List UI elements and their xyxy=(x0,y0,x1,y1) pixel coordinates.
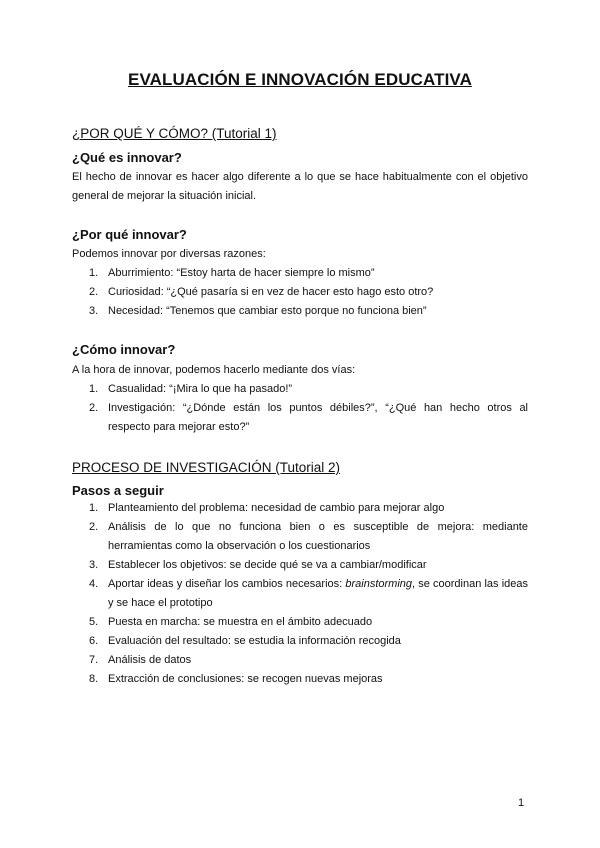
list-number: 5. xyxy=(89,616,99,628)
list-item xyxy=(72,302,528,321)
list-item-text: Necesidad: “Tenemos que cambiar esto porque no funciona bien” xyxy=(108,305,427,317)
list-item xyxy=(72,283,528,302)
list-item-text: Casualidad: “¡Mira lo que ha pasado!” xyxy=(108,383,293,395)
list-item-text: Aburrimiento: “Estoy harta de hacer siempre lo mismo” xyxy=(108,267,375,279)
section-heading-tutorial-1: ¿POR QUÉ Y CÓMO? (Tutorial 1) xyxy=(72,126,277,141)
list-item xyxy=(72,264,528,283)
list-item xyxy=(72,399,528,437)
list-number: 8. xyxy=(89,673,99,685)
document-title: EVALUACIÓN E INNOVACIÓN EDUCATIVA xyxy=(128,70,472,89)
reasons-list xyxy=(72,264,528,321)
paragraph-reasons-intro: Podemos innovar por diversas razones: xyxy=(72,248,266,260)
list-number: 7. xyxy=(89,654,99,666)
list-item xyxy=(72,613,528,632)
list-item-text: Puesta en marcha: se muestra en el ámbito adecuado xyxy=(108,616,373,628)
paragraph-ways-intro: A la hora de innovar, podemos hacerlo mediante dos vías: xyxy=(72,364,356,376)
list-number: 2. xyxy=(89,286,99,298)
list-item-text: Evaluación del resultado: se estudia la información recogida xyxy=(108,635,401,647)
paragraph-definition: El hecho de innovar es hacer algo diferente a lo que se hace habitualmente con el objetivo general de mejorar la situación inicial. xyxy=(72,171,528,202)
list-item-text-post: , se coordinan las ideas y se hace el prototipo xyxy=(108,578,528,609)
list-item-text: Análisis de lo que no funciona bien o es susceptible de mejora: mediante herramientas como la observación o los cuestionarios xyxy=(108,521,528,552)
list-item-text: Extracción de conclusiones: se recogen nuevas mejoras xyxy=(108,673,383,685)
list-number: 4. xyxy=(89,578,99,590)
page-number: 1 xyxy=(518,797,525,809)
steps-list xyxy=(72,499,528,689)
question-heading-como: ¿Cómo innovar? xyxy=(72,342,176,357)
list-number: 1. xyxy=(89,502,99,514)
list-number: 3. xyxy=(89,305,99,317)
list-number: 1. xyxy=(89,267,99,279)
list-number: 1. xyxy=(89,383,99,395)
list-item xyxy=(72,651,528,670)
list-item-text: Investigación: “¿Dónde están los puntos débiles?”, “¿Qué han hecho otros al respecto para mejorar esto?” xyxy=(108,402,528,433)
list-item-text: Planteamiento del problema: necesidad de cambio para mejorar algo xyxy=(108,502,445,514)
list-number: 6. xyxy=(89,635,99,647)
list-item-text: Análisis de datos xyxy=(108,654,192,666)
steps-heading: Pasos a seguir xyxy=(72,483,164,498)
list-item xyxy=(72,575,528,613)
question-heading-por-que: ¿Por qué innovar? xyxy=(72,227,187,242)
list-item xyxy=(72,556,528,575)
list-number: 2. xyxy=(89,402,99,414)
list-item-text: Curiosidad: “¿Qué pasaría si en vez de hacer esto hago esto otro? xyxy=(108,286,434,298)
list-item xyxy=(72,632,528,651)
question-heading-que-es: ¿Qué es innovar? xyxy=(72,150,182,165)
list-item-text-pre: Aportar ideas y diseñar los cambios necesarios: xyxy=(108,578,346,590)
brainstorming-term: brainstorming xyxy=(345,578,412,590)
list-item xyxy=(72,499,528,518)
list-item-text: Establecer los objetivos: se decide qué se va a cambiar/modificar xyxy=(108,559,427,571)
list-item xyxy=(72,380,528,399)
list-item xyxy=(72,518,528,556)
list-item xyxy=(72,670,528,689)
section-heading-tutorial-2: PROCESO DE INVESTIGACIÓN (Tutorial 2) xyxy=(72,460,341,475)
ways-list xyxy=(72,380,528,437)
list-number: 2. xyxy=(89,521,99,533)
list-number: 3. xyxy=(89,559,99,571)
